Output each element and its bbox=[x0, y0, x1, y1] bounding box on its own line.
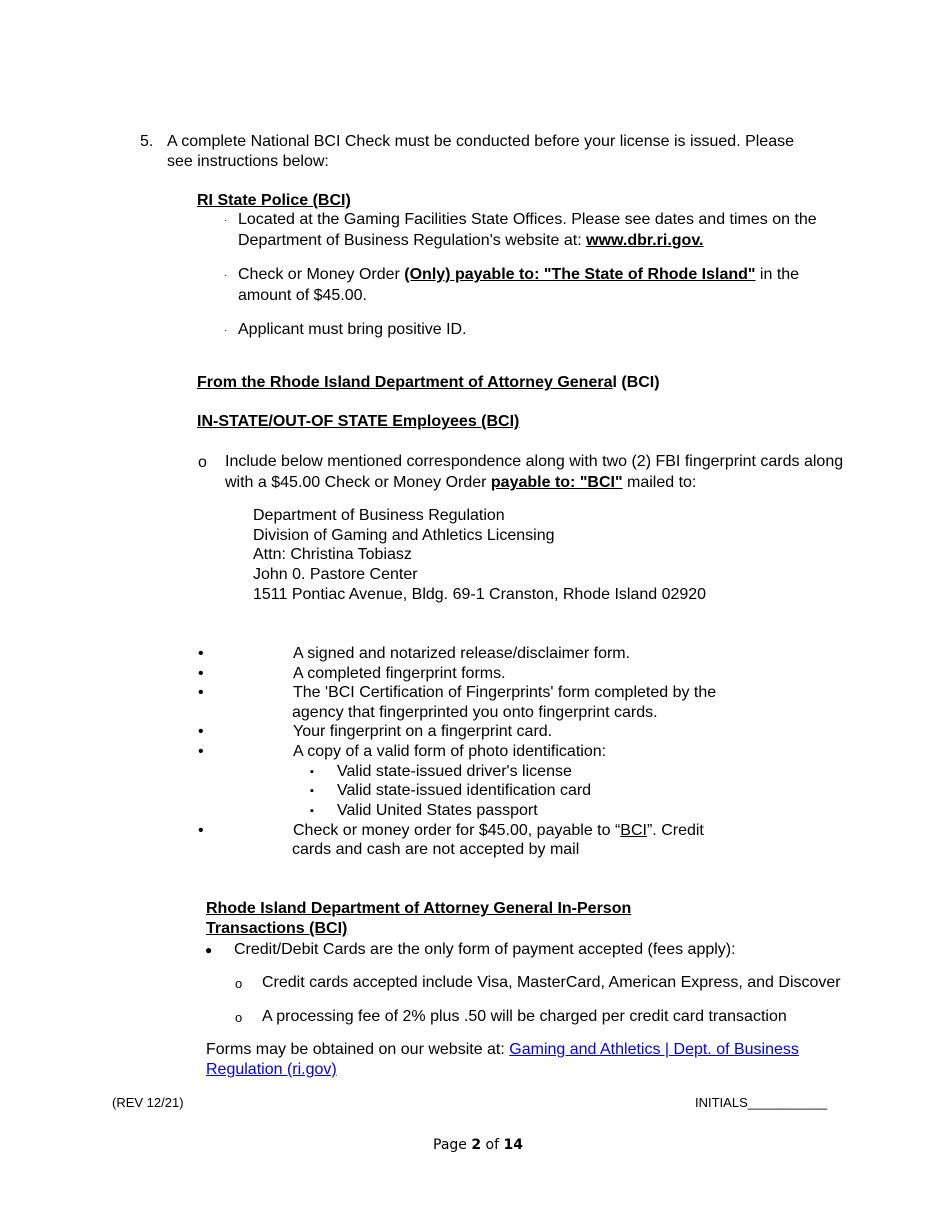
address-line2: Division of Gaming and Athletics Licensing bbox=[253, 527, 555, 544]
address-line5: 1511 Pontiac Avenue, Bldg. 69-1 Cranston, Rhode Island 02920 bbox=[253, 586, 707, 603]
requirement-3-line1: The 'BCI Certification of Fingerprints' form completed by the bbox=[293, 684, 717, 701]
bullet-icon: • bbox=[198, 684, 204, 701]
requirement-4: Your fingerprint on a fingerprint card. bbox=[293, 723, 553, 740]
bullet-icon: · bbox=[224, 325, 228, 336]
address-line4: John 0. Pastore Center bbox=[253, 566, 418, 583]
item-number: 5. bbox=[140, 133, 154, 150]
id-option-1: Valid state-issued driver's license bbox=[337, 763, 572, 780]
ri-state-police-heading: RI State Police (BCI) bbox=[197, 192, 351, 209]
item5-text-line2: see instructions below: bbox=[167, 153, 329, 170]
bullet-icon: • bbox=[198, 743, 204, 760]
correspondence-line1: Include below mentioned correspondence along with two (2) FBI fingerprint cards along bbox=[225, 453, 844, 470]
address-line1: Department of Business Regulation bbox=[253, 507, 505, 524]
requirement-3-line2: agency that fingerprinted you onto fingerprint cards. bbox=[292, 704, 658, 721]
in-person-sub1: Credit cards accepted include Visa, MasterCard, American Express, and Discover bbox=[262, 974, 841, 991]
id-option-3: Valid United States passport bbox=[337, 802, 538, 819]
item5-text-line1: A complete National BCI Check must be conducted before your license is issued. Please bbox=[167, 133, 794, 150]
in-person-bullet: Credit/Debit Cards are the only form of payment accepted (fees apply): bbox=[234, 941, 736, 958]
requirement-2: A completed fingerprint forms. bbox=[293, 665, 506, 682]
forms-line1: Forms may be obtained on our website at: Gaming and Athletics | Dept. of Business bbox=[206, 1041, 799, 1058]
circle-bullet-icon: o bbox=[198, 454, 207, 471]
payable-to-bci: payable to: "BCI" bbox=[490, 474, 623, 491]
circle-bullet-icon: o bbox=[235, 1010, 243, 1025]
gaming-athletics-link-line2[interactable]: Regulation (ri.gov) bbox=[206, 1061, 337, 1078]
police-bullet1-line1: Located at the Gaming Facilities State Offices. Please see dates and times on the bbox=[238, 211, 817, 228]
bullet-icon: • bbox=[198, 665, 204, 682]
police-bullet2-line1: Check or Money Order (Only) payable to: "The State of Rhode Island" in the bbox=[238, 266, 800, 283]
in-person-heading-line1: Rhode Island Department of Attorney General In-Person bbox=[206, 900, 632, 917]
bullet-icon: ● bbox=[205, 943, 213, 957]
dbr-website-link[interactable]: www.dbr.ri.gov. bbox=[586, 232, 704, 249]
requirement-6-line2: cards and cash are not accepted by mail bbox=[292, 841, 580, 858]
bullet-icon: • bbox=[198, 822, 204, 839]
square-bullet-icon: ▪ bbox=[310, 785, 314, 797]
correspondence-line2: with a $45.00 Check or Money Order payable to: "BCI" mailed to: bbox=[225, 474, 697, 491]
bullet-icon: · bbox=[224, 215, 228, 226]
bullet-icon: • bbox=[198, 723, 204, 740]
bullet-icon: · bbox=[224, 270, 228, 281]
revision-label: (REV 12/21) bbox=[112, 1095, 184, 1110]
police-bullet3: Applicant must bring positive ID. bbox=[238, 321, 467, 338]
page-number: Page 2 of 14 bbox=[433, 1137, 523, 1153]
bullet-icon: • bbox=[198, 645, 204, 662]
gaming-athletics-link[interactable]: Gaming and Athletics | Dept. of Business bbox=[509, 1041, 799, 1058]
attorney-general-heading: From the Rhode Island Department of Attorney General (BCI) bbox=[197, 374, 660, 391]
in-person-heading-line2: Transactions (BCI) bbox=[206, 920, 348, 937]
police-bullet1-line2: Department of Business Regulation's website at: www.dbr.ri.gov. bbox=[238, 232, 704, 249]
square-bullet-icon: ▪ bbox=[310, 805, 314, 817]
circle-bullet-icon: o bbox=[235, 976, 243, 991]
in-person-sub2: A processing fee of 2% plus .50 will be charged per credit card transaction bbox=[262, 1008, 787, 1025]
initials-field: INITIALS___________ bbox=[695, 1095, 828, 1110]
requirement-1: A signed and notarized release/disclaimer form. bbox=[293, 645, 631, 662]
employees-subheading: IN-STATE/OUT-OF STATE Employees (BCI) bbox=[197, 413, 520, 430]
requirement-5: A copy of a valid form of photo identification: bbox=[293, 743, 607, 760]
requirement-6-line1: Check or money order for $45.00, payable to “BCI”. Credit bbox=[293, 822, 704, 839]
id-option-2: Valid state-issued identification card bbox=[337, 782, 592, 799]
payable-to-state: (Only) payable to: "The State of Rhode Island" bbox=[404, 266, 756, 283]
address-line3: Attn: Christina Tobiasz bbox=[253, 546, 412, 563]
square-bullet-icon: ▪ bbox=[310, 766, 314, 778]
police-bullet2-line2: amount of $45.00. bbox=[238, 287, 367, 304]
